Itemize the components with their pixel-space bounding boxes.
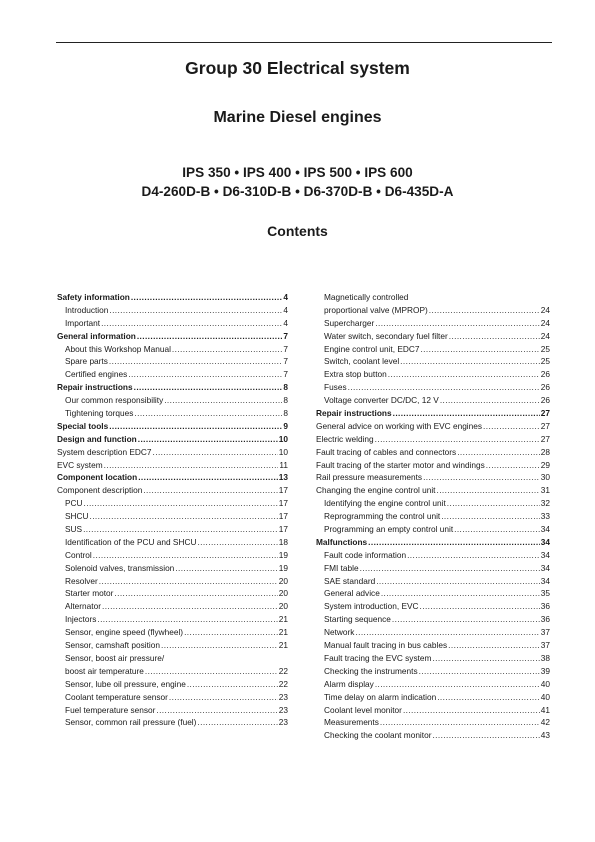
toc-leader-dots (114, 587, 277, 600)
toc-leader-dots (375, 433, 540, 446)
toc-entry-label: EVC system (57, 459, 103, 470)
toc-entry-label: PCU (65, 498, 83, 509)
toc-entry-label: Extra stop button (324, 369, 387, 380)
toc-page-number: 34 (540, 524, 550, 535)
toc-page-number: 23 (278, 704, 288, 715)
toc-entry[interactable] (57, 549, 288, 562)
toc-leader-dots (83, 523, 278, 536)
toc-entry[interactable] (57, 291, 288, 304)
toc-entry[interactable] (57, 355, 288, 368)
toc-leader-dots (448, 639, 540, 652)
toc-page-number: 26 (540, 395, 550, 406)
toc-entry-label: Alarm display (324, 678, 374, 689)
toc-page-number: 19 (278, 549, 288, 560)
toc-page-number: 27 (540, 433, 550, 444)
contents-heading: Contents (267, 223, 328, 239)
toc-entry[interactable] (316, 587, 550, 600)
toc-entry-label: Engine control unit, EDC7 (324, 343, 420, 354)
top-rule (56, 42, 552, 43)
toc-entry[interactable] (316, 613, 550, 626)
toc-entry[interactable] (57, 691, 288, 704)
toc-page-number: 22 (278, 678, 288, 689)
models-line-ips: IPS 350 • IPS 400 • IPS 500 • IPS 600 (182, 165, 413, 180)
toc-entry-label: Voltage converter DC/DC, 12 V (324, 395, 439, 406)
toc-entry-label: Spare parts (65, 356, 108, 367)
toc-entry[interactable] (57, 317, 288, 330)
toc-entry-label: Resolver (65, 575, 98, 586)
toc-entry[interactable] (316, 575, 550, 588)
toc-page-number: 8 (283, 395, 288, 406)
toc-leader-dots (375, 678, 540, 691)
toc-entry-label: Starter motor (65, 588, 114, 599)
toc-page-number: 27 (540, 420, 550, 431)
toc-entry[interactable] (316, 536, 550, 549)
toc-entry-label: Reprogramming the control unit (324, 511, 441, 522)
toc-page-number: 21 (278, 627, 288, 638)
toc-entry[interactable] (316, 639, 550, 652)
toc-page-number: 36 (540, 614, 550, 625)
toc-entry-label: Fuses (324, 382, 347, 393)
toc-entry[interactable] (57, 304, 288, 317)
toc-page-number: 7 (283, 369, 288, 380)
toc-entry-label: SUS (65, 524, 83, 535)
toc-leader-dots (486, 459, 540, 472)
toc-entry[interactable] (316, 523, 550, 536)
toc-entry-label: System introduction, EVC (324, 601, 419, 612)
toc-entry[interactable] (57, 510, 288, 523)
toc-page-number: 17 (278, 511, 288, 522)
toc-page-number: 8 (283, 408, 288, 419)
toc-leader-dots (197, 536, 277, 549)
toc-entry-label: SHCU (65, 511, 89, 522)
toc-leader-dots (436, 484, 539, 497)
toc-leader-dots (134, 381, 283, 394)
toc-leader-dots (97, 613, 277, 626)
toc-entry[interactable] (316, 704, 550, 717)
toc-entry-label: Checking the coolant monitor (324, 730, 432, 741)
toc-page-number: 42 (540, 717, 550, 728)
toc-page-number: 10 (278, 433, 288, 444)
toc-entry-label: General information (57, 330, 136, 341)
document-subtitle: Marine Diesel engines (213, 109, 382, 126)
toc-leader-dots (101, 317, 282, 330)
toc-page-number: 21 (278, 640, 288, 651)
toc-leader-dots (419, 665, 540, 678)
toc-page-number: 25 (540, 356, 550, 367)
toc-page-number: 34 (540, 562, 550, 573)
toc-entry[interactable] (316, 678, 550, 691)
toc-page-number: 24 (540, 317, 550, 328)
toc-leader-dots (483, 420, 540, 433)
toc-leader-dots (400, 355, 540, 368)
toc-entry[interactable] (57, 613, 288, 626)
toc-leader-dots (99, 575, 278, 588)
toc-entry-label: Control (65, 549, 92, 560)
toc-leader-dots (161, 639, 278, 652)
toc-leader-dots (187, 678, 278, 691)
toc-entry[interactable] (316, 652, 550, 665)
toc-entry[interactable] (57, 626, 288, 639)
toc-leader-dots (392, 613, 540, 626)
toc-entry-label: Supercharger (324, 317, 375, 328)
toc-leader-dots (104, 459, 279, 472)
toc-entry-label: Component description (57, 485, 143, 496)
toc-page-number: 43 (540, 730, 550, 741)
toc-entry-label: Safety information (57, 292, 130, 302)
toc-leader-dots (393, 407, 540, 420)
toc-entry[interactable] (316, 484, 550, 497)
toc-leader-dots (407, 549, 540, 562)
toc-leader-dots (454, 523, 540, 536)
toc-entry[interactable] (57, 523, 288, 536)
toc-leader-dots (164, 394, 282, 407)
toc-entry[interactable] (316, 562, 550, 575)
toc-page-number: 25 (540, 343, 550, 354)
toc-entry-label: Important (65, 317, 101, 328)
toc-page-number: 30 (540, 472, 550, 483)
toc-entry-label: Sensor, boost air pressure/ (65, 652, 165, 663)
toc-leader-dots (447, 497, 540, 510)
toc-leader-dots (420, 600, 540, 613)
toc-page-number: 38 (540, 652, 550, 663)
toc-page-number: 26 (540, 369, 550, 380)
toc-page-number: 20 (278, 575, 288, 586)
toc-entry[interactable] (316, 497, 550, 510)
toc-entry-label: Malfunctions (316, 536, 368, 547)
toc-entry-label: General advice on working with EVC engines (316, 420, 483, 431)
toc-entry-label: Solenoid valves, transmission (65, 562, 175, 573)
toc-entry-label: Design and function (57, 433, 137, 444)
toc-entry[interactable] (316, 355, 550, 368)
toc-entry-label: Programming an empty control unit (324, 524, 454, 535)
toc-entry-label: About this Workshop Manual (65, 343, 171, 354)
toc-page-number: 39 (540, 665, 550, 676)
toc-entry[interactable] (57, 330, 288, 343)
toc-page-number: 8 (283, 382, 288, 393)
toc-leader-dots (437, 691, 540, 704)
toc-leader-dots (355, 626, 539, 639)
toc-page-number: 34 (540, 536, 550, 547)
toc-entry-label: Our common responsibility (65, 395, 164, 406)
toc-page-number: 11 (279, 459, 288, 470)
toc-entry[interactable] (57, 665, 288, 678)
toc-leader-dots (432, 729, 539, 742)
toc-entry[interactable] (316, 330, 550, 343)
toc-page-number: 41 (540, 704, 550, 715)
toc-entry-label: Switch, coolant level (324, 356, 400, 367)
toc-page-number: 36 (540, 601, 550, 612)
toc-entry[interactable] (316, 291, 550, 304)
toc-page-number: 33 (540, 511, 550, 522)
toc-entry[interactable] (316, 394, 550, 407)
toc-page-number: 37 (540, 627, 550, 638)
toc-entry-label: Tightening torques (65, 408, 134, 419)
toc-leader-dots (441, 510, 540, 523)
toc-entry[interactable] (57, 368, 288, 381)
toc-page-number: 21 (278, 614, 288, 625)
toc-page-number: 17 (278, 498, 288, 509)
toc-leader-dots (84, 497, 278, 510)
toc-entry[interactable] (316, 446, 550, 459)
toc-entry[interactable] (316, 459, 550, 472)
toc-page-number: 17 (278, 524, 288, 535)
toc-entry-label: Manual fault tracing in bus cables (324, 640, 448, 651)
toc-entry-label: System description EDC7 (57, 446, 152, 457)
models-line-engines: D4-260D-B • D6-310D-B • D6-370D-B • D6-435D-A (141, 184, 454, 199)
toc-entry[interactable] (316, 600, 550, 613)
toc-leader-dots (143, 484, 277, 497)
toc-entry[interactable] (316, 716, 550, 729)
toc-page-number: 37 (540, 640, 550, 651)
toc-entry-label: Network (324, 627, 355, 638)
toc-leader-dots (376, 575, 540, 588)
toc-page-number: 23 (278, 717, 288, 728)
toc-leader-dots (109, 355, 282, 368)
toc-entry-label: Identification of the PCU and SHCU (65, 536, 197, 547)
toc-entry-label: Fault code information (324, 549, 407, 560)
toc-entry-label: Component location (57, 472, 138, 483)
toc-page-number: 34 (540, 575, 550, 586)
toc-entry[interactable] (316, 368, 550, 381)
toc-entry-label: Certified engines (65, 369, 128, 380)
toc-entry-label: Measurements (324, 717, 379, 728)
toc-leader-dots (197, 716, 277, 729)
toc-leader-dots (175, 562, 277, 575)
toc-leader-dots (348, 381, 540, 394)
toc-entry[interactable] (57, 381, 288, 394)
toc-entry[interactable] (316, 471, 550, 484)
toc-entry[interactable] (57, 433, 288, 446)
toc-page-number: 20 (278, 601, 288, 612)
toc-leader-dots (156, 704, 277, 717)
toc-entry-label: Checking the instruments (324, 665, 418, 676)
toc-leader-dots (381, 587, 540, 600)
toc-entry-label: SAE standard (324, 575, 376, 586)
toc-entry[interactable] (316, 381, 550, 394)
toc-page-number: 19 (278, 562, 288, 573)
toc-entry[interactable] (57, 459, 288, 472)
toc-entry-label: Repair instructions (316, 408, 392, 419)
toc-entry[interactable] (316, 665, 550, 678)
toc-leader-dots (368, 536, 540, 549)
toc-leader-dots (128, 368, 282, 381)
toc-leader-dots (420, 343, 539, 356)
toc-page-number: 13 (278, 472, 288, 483)
toc-leader-dots (131, 291, 283, 304)
toc-entry-label: General advice (324, 588, 380, 599)
toc-entry-label: Magnetically controlled (324, 292, 409, 302)
toc-page-number: 29 (540, 459, 550, 470)
toc-entry-label: Time delay on alarm indication (324, 691, 437, 702)
toc-leader-dots (360, 562, 540, 575)
toc-column-right (316, 291, 550, 742)
toc-entry-label: Introduction (65, 304, 109, 315)
toc-entry-label: Fault tracing the EVC system (324, 652, 432, 663)
toc-leader-dots (375, 317, 539, 330)
toc-leader-dots (138, 471, 278, 484)
toc-entry-label: Special tools (57, 420, 109, 431)
toc-entry[interactable] (57, 562, 288, 575)
toc-entry-label: Water switch, secondary fuel filter (324, 330, 448, 341)
toc-entry-label: Coolant level monitor (324, 704, 402, 715)
toc-leader-dots (169, 691, 278, 704)
toc-entry[interactable] (57, 652, 288, 665)
toc-entry[interactable] (316, 433, 550, 446)
toc-page-number: 9 (283, 420, 288, 431)
toc-entry[interactable] (316, 304, 550, 317)
toc-page-number: 32 (540, 498, 550, 509)
toc-entry[interactable] (316, 729, 550, 742)
toc-entry[interactable] (316, 343, 550, 356)
toc-entry-label: Sensor, engine speed (flywheel) (65, 627, 184, 638)
toc-page-number: 40 (540, 678, 550, 689)
toc-page-number: 35 (540, 588, 550, 599)
toc-entry-label: boost air temperature (65, 665, 144, 676)
toc-page-number: 24 (540, 330, 550, 341)
toc-entry[interactable] (57, 639, 288, 652)
toc-entry[interactable] (57, 575, 288, 588)
toc-page-number: 24 (540, 304, 550, 315)
toc-page-number: 27 (540, 408, 550, 419)
toc-leader-dots (449, 330, 540, 343)
toc-page-number: 28 (540, 446, 550, 457)
toc-entry[interactable] (316, 510, 550, 523)
toc-entry-label: FMI table (324, 562, 359, 573)
toc-leader-dots (429, 304, 540, 317)
toc-entry[interactable] (316, 549, 550, 562)
toc-entry-label: Fault tracing of cables and connectors (316, 446, 457, 457)
toc-leader-dots (153, 446, 278, 459)
toc-leader-dots (457, 446, 540, 459)
toc-leader-dots (102, 600, 278, 613)
toc-entry[interactable] (57, 716, 288, 729)
toc-page-number: 23 (278, 691, 288, 702)
toc-page-number: 26 (540, 382, 550, 393)
toc-leader-dots (109, 304, 282, 317)
toc-leader-dots (90, 510, 278, 523)
toc-leader-dots (432, 652, 539, 665)
toc-entry-label: Coolant temperature sensor (65, 691, 168, 702)
toc-entry[interactable] (57, 678, 288, 691)
toc-entry[interactable] (316, 420, 550, 433)
toc-entry[interactable] (57, 587, 288, 600)
toc-leader-dots (138, 433, 278, 446)
toc-entry-label: Repair instructions (57, 382, 133, 393)
toc-entry-label: Fuel temperature sensor (65, 704, 156, 715)
toc-leader-dots (423, 471, 540, 484)
toc-entry[interactable] (57, 484, 288, 497)
toc-leader-dots (134, 407, 282, 420)
toc-page-number: 31 (540, 485, 550, 496)
toc-page-number: 4 (283, 292, 288, 302)
toc-entry-label: Identifying the engine control unit (324, 498, 446, 509)
toc-page-number: 20 (278, 588, 288, 599)
toc-entry[interactable] (57, 407, 288, 420)
toc-entry[interactable] (57, 536, 288, 549)
toc-entry-label: Rail pressure measurements (316, 472, 423, 483)
toc-entry[interactable] (316, 407, 550, 420)
toc-leader-dots (172, 343, 282, 356)
toc-page-number: 40 (540, 691, 550, 702)
toc-leader-dots (93, 549, 278, 562)
toc-entry[interactable] (57, 704, 288, 717)
toc-entry-label: proportional valve (MPROP) (324, 304, 428, 315)
toc-entry-label: Starting sequence (324, 614, 391, 625)
toc-page-number: 7 (283, 343, 288, 354)
toc-entry[interactable] (57, 420, 288, 433)
toc-entry[interactable] (316, 626, 550, 639)
toc-entry[interactable] (57, 600, 288, 613)
toc-page-number: 7 (283, 356, 288, 367)
toc-entry-label: Sensor, camshaft position (65, 640, 161, 651)
toc-leader-dots (109, 420, 282, 433)
toc-leader-dots (137, 330, 283, 343)
toc-page-number: 34 (540, 549, 550, 560)
toc-leader-dots (380, 716, 540, 729)
toc-leader-dots (440, 394, 540, 407)
toc-leader-dots (145, 665, 278, 678)
toc-entry-label: Injectors (65, 614, 97, 625)
toc-entry[interactable] (57, 446, 288, 459)
toc-entry-label: Electric welding (316, 433, 374, 444)
toc-page-number: 4 (283, 317, 288, 328)
toc-page-number: 4 (283, 304, 288, 315)
toc-leader-dots (403, 704, 540, 717)
toc-leader-dots (388, 368, 540, 381)
toc-page-number: 7 (283, 330, 288, 341)
toc-entry[interactable] (316, 691, 550, 704)
toc-entry[interactable] (57, 497, 288, 510)
toc-entry[interactable] (57, 471, 288, 484)
toc-column-left (57, 291, 288, 729)
toc-entry-label: Fault tracing of the starter motor and windings (316, 459, 485, 470)
toc-entry-label: Changing the engine control unit (316, 485, 436, 496)
toc-entry[interactable] (316, 317, 550, 330)
group-title: Group 30 Electrical system (185, 58, 410, 78)
toc-page-number: 22 (278, 665, 288, 676)
toc-leader-dots (184, 626, 278, 639)
toc-page-number: 17 (278, 485, 288, 496)
toc-entry[interactable] (57, 394, 288, 407)
toc-entry-label: Sensor, lube oil pressure, engine (65, 678, 186, 689)
toc-page-number: 10 (278, 446, 288, 457)
toc-entry-label: Alternator (65, 601, 101, 612)
toc-entry[interactable] (57, 343, 288, 356)
toc-entry-label: Sensor, common rail pressure (fuel) (65, 717, 197, 728)
toc-page-number: 18 (278, 536, 288, 547)
